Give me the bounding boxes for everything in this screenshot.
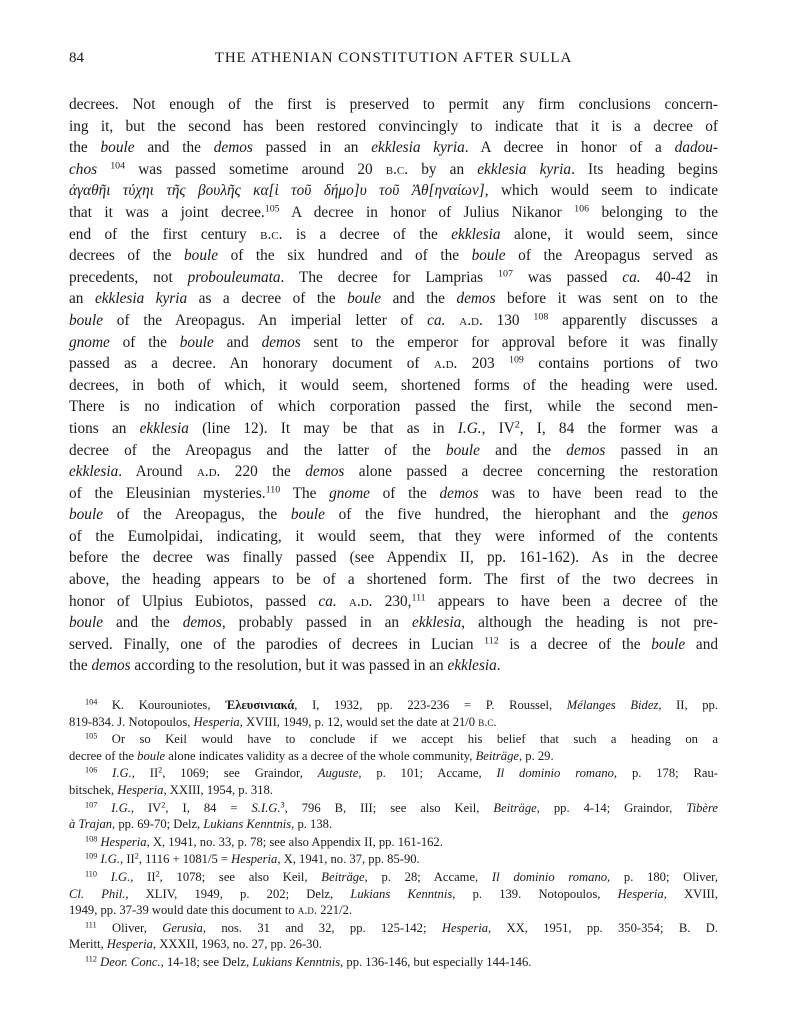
body-line: boule and the demos, probably passed in an ekklesia, although the heading is not pre- [69, 614, 719, 632]
body-line: of the Eumolpidai, indicating, it would seem, that they were informed of the contents [69, 527, 718, 545]
body-line: the boule and the demos passed in an ekklesia kyria. A decree in honor of a dadou- [69, 139, 719, 157]
body-line: served. Finally, one of the parodies of decrees in Lucian $^{112}$ is a decree of the boule and [69, 635, 718, 653]
body-line: boule of the Areopagus, the boule of the five hundred, the hierophant and the genos [69, 506, 718, 524]
page-number: 84 [69, 50, 84, 66]
body-line: decree of the Areopagus and the latter of the boule and the demos passed in an [69, 441, 719, 459]
page-header [69, 50, 718, 72]
footnote-line: $^{106}$ I.G., $II^2$, 1069; see Graindor, Auguste, p. 101; Accame, Il dominio romano, p. 178; Rau- [85, 765, 718, 781]
body-line: boule of the Areopagus. An imperial letter of ca. a.d. 130 $^{108}$ apparently discusses a [69, 311, 719, 329]
body-line: an ekklesia kyria as a decree of the boule and the demos before it was sent on to the [69, 290, 719, 308]
body-line: chos $^{104}$ was passed sometime around 20 b.c. by an ekklesia kyria. Its heading begins [69, 160, 718, 178]
body-line: above, the heading appears to be of a shortened form. The first of the two decrees in [69, 571, 718, 589]
footnote-104 [69, 697, 718, 730]
footnote-line: $^{110}$ I.G., $II^2$, 1078; see also Keil, Beiträge, p. 28; Accame, Il dominio romano, p. 180; Oliver, [85, 869, 718, 884]
body-line: tions an ekklesia (line 12). It may be that as in I.G., $IV^2$, I, 84 the former was a [69, 419, 718, 437]
body-line: the demos according to the resolution, but it was passed in an ekklesia. [69, 657, 501, 675]
footnote-line: decree of the boule alone indicates validity as a decree of the whole community, Beiträge, p. 29. [69, 748, 554, 763]
footnote-line: $^{107}$ I.G., $IV^2$, I, 84 = S.I.G.$^3$, 796 B, III; see also Keil, Beiträge, pp. 4-14; Graindor, Tibère [85, 800, 718, 815]
footnote-line: 1949, pp. 37-39 would date this document to a.d. 221/2. [69, 903, 353, 918]
footnote-112 [69, 954, 718, 971]
body-line: honor of Ulpius Eubiotos, passed ca. a.d. 230,$^{111}$ appears to have been a decree of the [69, 592, 719, 610]
body-line: gnome of the boule and demos sent to the emperor for approval before it was finally [69, 333, 718, 351]
footnote-line: $^{108}$ Hesperia, X, 1941, no. 33, p. 78; see also Appendix II, pp. 161-162. [85, 834, 443, 849]
body-line: end of the first century b.c. is a decree of the ekklesia alone, it would seem, since [69, 225, 718, 243]
body-text [69, 94, 718, 677]
footnote-line: $^{104}$ K. Kourouniotes, Ἐλευσινιακά, I, 1932, pp. 223-236 = P. Roussel, Mélanges Bidez, II, pp. [85, 697, 719, 713]
body-line: ἀγαθῆι τύχηι τῆς βουλῆς κα[ὶ τοῦ δήμο]υ τοῦ Ἀθ[ηναίων], which would seem to indicate [69, 182, 718, 200]
footnotes [69, 697, 718, 971]
body-line: ekklesia. Around a.d. 220 the demos alone passed a decree concerning the restoration [69, 463, 718, 481]
footnote-line: $^{109}$ I.G., $II^2$, 1116 + 1081/5 = Hesperia, X, 1941, no. 37, pp. 85-90. [85, 851, 420, 867]
body-line: decrees. Not enough of the first is preserved to permit any firm conclusions concern- [69, 96, 718, 113]
body-line: ing it, but the second has been restored convincingly to indicate that it is a decree of [69, 117, 718, 135]
footnote-line: Meritt, Hesperia, XXXII, 1963, no. 27, pp. 26-30. [69, 937, 322, 952]
footnote-line: $^{105}$ Or so Keil would have to conclude if we accept his belief that such a heading on a [85, 731, 718, 747]
footnote-108 [69, 834, 718, 851]
footnote-111 [69, 920, 718, 953]
footnote-line: à Trajan, pp. 69-70; Delz, Lukians Kenntnis, p. 138. [69, 817, 333, 832]
footnote-106 [69, 765, 718, 798]
running-title: THE ATHENIAN CONSTITUTION AFTER SULLA [214, 50, 573, 66]
body-line: precedents, not probouleumata. The decree for Lamprias $^{107}$ was passed ca. 40-42 in [69, 268, 718, 286]
body-line: There is no indication of which corporation passed the first, while the second men- [69, 398, 718, 416]
footnote-line: Cl. Phil., XLIV, 1949, p. 202; Delz, Lukians Kenntnis, p. 139. Notopoulos, Hesperia, XVIII, [69, 886, 718, 901]
body-line: of the Eleusinian mysteries.$^{110}$ The gnome of the demos was to have been read to the [69, 484, 718, 502]
body-line: decrees of the boule of the six hundred and of the boule of the Areopagus served as [69, 247, 719, 265]
footnote-107 [69, 800, 718, 833]
footnote-line: $^{112}$ Deor. Conc., 14-18; see Delz, Lukians Kenntnis, pp. 136-146, but especially 144-146. [85, 954, 532, 969]
footnote-109 [69, 851, 718, 868]
footnote-line: bitschek, Hesperia, XXIII, 1954, p. 318. [69, 783, 273, 797]
footnote-line: $^{111}$ Oliver, Gerusia, nos. 31 and 32, pp. 125-142; Hesperia, XX, 1951, pp. 350-354; B. D. [85, 920, 718, 935]
footnote-105 [69, 731, 718, 764]
body-line: before the decree was finally passed (see Appendix II, pp. 161-162). As in the decree [69, 549, 718, 567]
body-line: that it was a joint decree.$^{105}$ A decree in honor of Julius Nikanor $^{106}$ belonging to the [69, 203, 718, 221]
body-line: passed as a decree. An honorary document of a.d. 203 $^{109}$ contains portions of two [69, 354, 718, 373]
footnote-line: 819-834. J. Notopoulos, Hesperia, XVIII, 1949, p. 12, would set the date at 21/0 b.c. [69, 714, 497, 729]
body-line: decrees, in both of which, it would seem, shortened forms of the heading were used. [69, 376, 718, 394]
footnote-110 [69, 869, 718, 919]
